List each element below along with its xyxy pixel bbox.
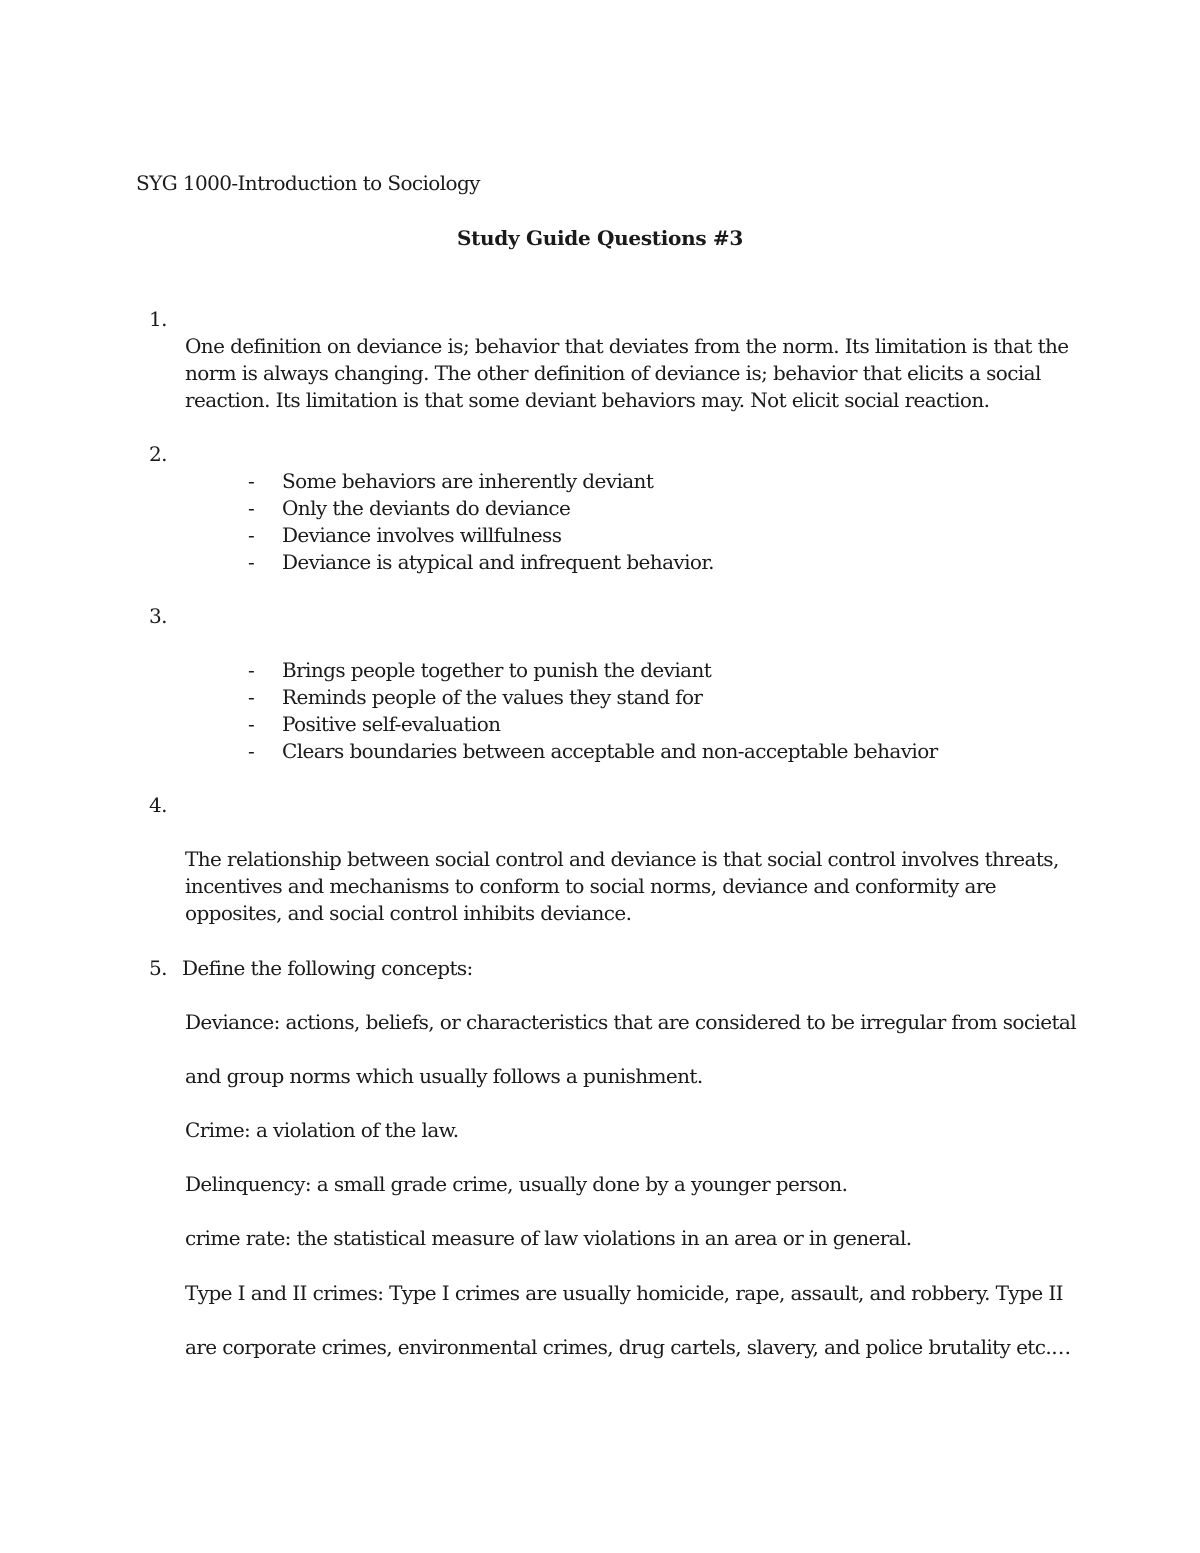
question-1-line: norm is always changing. The other definition of deviance is; behavior that elicits a social [185,361,1041,385]
question-2-list-item: Deviance involves willfulness [282,523,562,547]
question-2-list-item: Some behaviors are inherently deviant [282,469,654,493]
list-bullet-dash: - [248,658,255,682]
course-title: SYG 1000-Introduction to Sociology [136,171,480,195]
definition-line: are corporate crimes, environmental crimes, drug cartels, slavery, and police brutality etc.… [185,1335,1071,1359]
definition-line: crime rate: the statistical measure of law violations in an area or in general. [185,1226,912,1250]
question-1-line: reaction. Its limitation is that some deviant behaviors may. Not elicit social reaction. [185,388,990,412]
question-3-number: 3. [149,604,167,628]
list-bullet-dash: - [248,523,255,547]
question-3-list-item: Brings people together to punish the deviant [282,658,712,682]
question-1-line: One definition on deviance is; behavior that deviates from the norm. Its limitation is that the [185,334,1069,358]
definition-line: Type I and II crimes: Type I crimes are usually homicide, rape, assault, and robbery. Type II [185,1281,1063,1305]
question-3-list-item: Positive self-evaluation [282,712,501,736]
definition-line: Crime: a violation of the law. [185,1118,459,1142]
list-bullet-dash: - [248,712,255,736]
document-title: Study Guide Questions #3 [456,226,744,250]
question-2-list-item: Only the deviants do deviance [282,496,571,520]
question-2-list-item: Deviance is atypical and infrequent behavior. [282,550,714,574]
definition-line: and group norms which usually follows a punishment. [185,1064,703,1088]
list-bullet-dash: - [248,739,255,763]
question-4-line: The relationship between social control and deviance is that social control involves threats, [185,847,1059,871]
question-4-line: opposites, and social control inhibits deviance. [185,901,632,925]
question-1-number: 1. [149,307,167,331]
question-3-list-item: Clears boundaries between acceptable and non-acceptable behavior [282,739,938,763]
definition-line: Delinquency: a small grade crime, usually done by a younger person. [185,1172,848,1196]
list-bullet-dash: - [248,496,255,520]
definition-line: Deviance: actions, beliefs, or characteristics that are considered to be irregular from societal [185,1010,1077,1034]
question-3-list-item: Reminds people of the values they stand for [282,685,703,709]
question-2-number: 2. [149,442,167,466]
question-5-number: 5. [149,956,167,980]
list-bullet-dash: - [248,469,255,493]
list-bullet-dash: - [248,550,255,574]
question-4-line: incentives and mechanisms to conform to social norms, deviance and conformity are [185,874,997,898]
question-4-number: 4. [149,793,167,817]
list-bullet-dash: - [248,685,255,709]
question-5-prompt: Define the following concepts: [182,956,473,980]
